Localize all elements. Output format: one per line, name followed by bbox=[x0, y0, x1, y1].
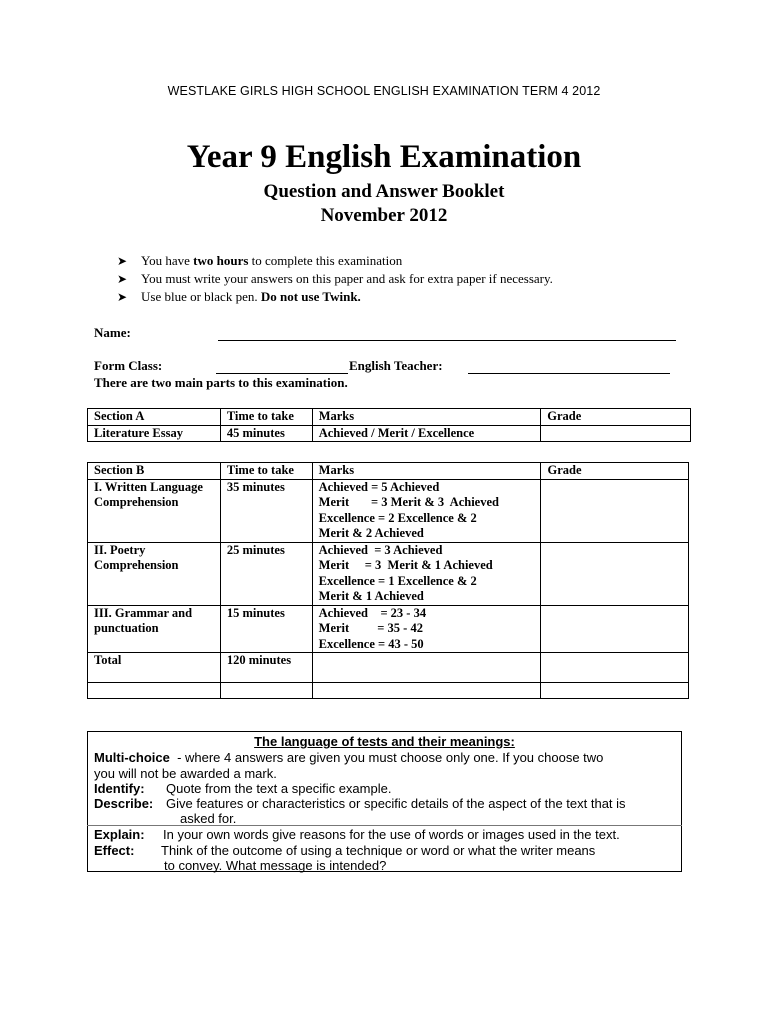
name-label: Name: bbox=[94, 325, 131, 340]
table-cell: 35 minutes bbox=[220, 479, 312, 542]
grade-cell[interactable] bbox=[541, 542, 689, 605]
definition-identify bbox=[94, 781, 145, 797]
table-cell: Achieved / Merit / Excellence bbox=[312, 425, 541, 442]
marks-line: Merit & 1 Achieved bbox=[318, 589, 424, 603]
definition-text: asked for. bbox=[180, 811, 237, 826]
marks-line: Excellence = 1 Excellence & 2 bbox=[318, 573, 477, 588]
term-label: Explain: bbox=[94, 827, 145, 842]
definition-explain bbox=[94, 827, 145, 843]
definition-text: - where 4 answers are given you must choose only one. If you choose two bbox=[169, 750, 604, 765]
term-label: Describe: bbox=[94, 796, 154, 811]
instruction-item: ➤ Use blue or black pen. Do not use Twink. bbox=[117, 289, 361, 304]
table-header-cell: Grade bbox=[541, 463, 689, 480]
term-label: Effect: bbox=[94, 843, 135, 858]
definition-multi-choice bbox=[94, 750, 603, 766]
definition-text: Think of the outcome of using a technique or word or what the writer means bbox=[161, 843, 596, 858]
table-header-cell: Grade bbox=[541, 409, 691, 426]
table-row bbox=[88, 425, 691, 442]
definition-effect bbox=[94, 843, 134, 859]
marks-line: Merit = 3 Merit & 1 Achieved bbox=[318, 558, 493, 572]
table-cell[interactable] bbox=[88, 683, 221, 699]
table-cell[interactable] bbox=[312, 683, 541, 699]
english-teacher-label: English Teacher: bbox=[349, 358, 443, 373]
table-cell: I. Written Language Comprehension bbox=[88, 479, 221, 542]
page-subtitle: Question and Answer Booklet bbox=[263, 181, 505, 202]
table-header-cell: Marks bbox=[312, 463, 541, 480]
table-cell: II. Poetry Comprehension bbox=[88, 542, 221, 605]
english-teacher-field[interactable] bbox=[468, 373, 670, 374]
term-label: Identify: bbox=[94, 781, 145, 796]
marks-line: Excellence = 43 - 50 bbox=[318, 636, 424, 651]
table-row bbox=[88, 479, 689, 542]
table-cell: 120 minutes bbox=[220, 653, 312, 683]
instruction-item: ➤ You have two hours to complete this examination bbox=[117, 253, 403, 268]
section-b-table bbox=[87, 462, 689, 699]
table-header-row bbox=[88, 463, 689, 480]
table-cell: 25 minutes bbox=[220, 542, 312, 605]
table-cell: 15 minutes bbox=[220, 605, 312, 653]
table-row bbox=[88, 605, 689, 653]
table-header-cell: Section A bbox=[88, 409, 221, 426]
exam-date: November 2012 bbox=[320, 205, 448, 226]
definition-text: Quote from the text a specific example. bbox=[166, 781, 392, 796]
table-cell[interactable] bbox=[220, 683, 312, 699]
form-class-field[interactable] bbox=[216, 373, 348, 374]
marks-cell bbox=[312, 542, 541, 605]
grade-cell[interactable] bbox=[541, 653, 689, 683]
school-header: WESTLAKE GIRLS HIGH SCHOOL ENGLISH EXAMINATION TERM 4 2012 bbox=[167, 84, 601, 98]
table-header-cell: Time to take bbox=[220, 463, 312, 480]
test-language-heading: The language of tests and their meanings: bbox=[254, 734, 515, 749]
table-header-cell: Section B bbox=[88, 463, 221, 480]
section-a-table bbox=[87, 408, 691, 442]
table-cell: Total bbox=[88, 653, 221, 683]
grade-cell[interactable] bbox=[541, 479, 689, 542]
table-cell[interactable] bbox=[541, 683, 689, 699]
definition-text: to convey. What message is intended? bbox=[164, 858, 387, 873]
marks-cell bbox=[312, 605, 541, 653]
arrow-bullet-icon: ➤ bbox=[117, 272, 128, 286]
arrow-bullet-icon: ➤ bbox=[117, 254, 128, 268]
divider bbox=[87, 825, 682, 826]
name-field[interactable] bbox=[218, 340, 676, 341]
definition-text: you will not be awarded a mark. bbox=[94, 766, 277, 781]
form-class-label: Form Class: bbox=[94, 358, 163, 373]
grade-cell[interactable] bbox=[541, 425, 691, 442]
table-cell: Literature Essay bbox=[88, 425, 221, 442]
marks-line: Merit = 35 - 42 bbox=[318, 621, 423, 635]
instruction-item: ➤ You must write your answers on this paper and ask for extra paper if necessary. bbox=[117, 271, 553, 286]
marks-line: Merit & 2 Achieved bbox=[318, 526, 424, 540]
definition-describe bbox=[94, 796, 153, 812]
marks-line: Excellence = 2 Excellence & 2 bbox=[318, 510, 477, 525]
grade-cell[interactable] bbox=[541, 605, 689, 653]
marks-cell bbox=[312, 479, 541, 542]
definition-text: Give features or characteristics or specific details of the aspect of the text that is bbox=[166, 796, 626, 811]
page-title: Year 9 English Examination bbox=[186, 139, 582, 175]
table-header-cell: Marks bbox=[312, 409, 541, 426]
table-header-row bbox=[88, 409, 691, 426]
table-cell: 45 minutes bbox=[220, 425, 312, 442]
arrow-bullet-icon: ➤ bbox=[117, 290, 128, 304]
marks-line: Achieved = 23 - 34 bbox=[318, 605, 427, 620]
table-cell: III. Grammar and punctuation bbox=[88, 605, 221, 653]
marks-cell[interactable] bbox=[312, 653, 541, 683]
exam-parts-intro: There are two main parts to this examination. bbox=[94, 375, 348, 390]
table-row bbox=[88, 542, 689, 605]
marks-line: Achieved = 5 Achieved bbox=[318, 479, 440, 494]
marks-line: Achieved = 3 Achieved bbox=[318, 542, 443, 557]
table-row bbox=[88, 683, 689, 699]
instructions-list bbox=[117, 252, 553, 306]
table-header-cell: Time to take bbox=[220, 409, 312, 426]
table-row bbox=[88, 653, 689, 683]
definition-text: In your own words give reasons for the use of words or images used in the text. bbox=[163, 827, 620, 842]
marks-line: Merit = 3 Merit & 3 Achieved bbox=[318, 495, 499, 509]
term-label: Multi-choice bbox=[94, 750, 170, 765]
